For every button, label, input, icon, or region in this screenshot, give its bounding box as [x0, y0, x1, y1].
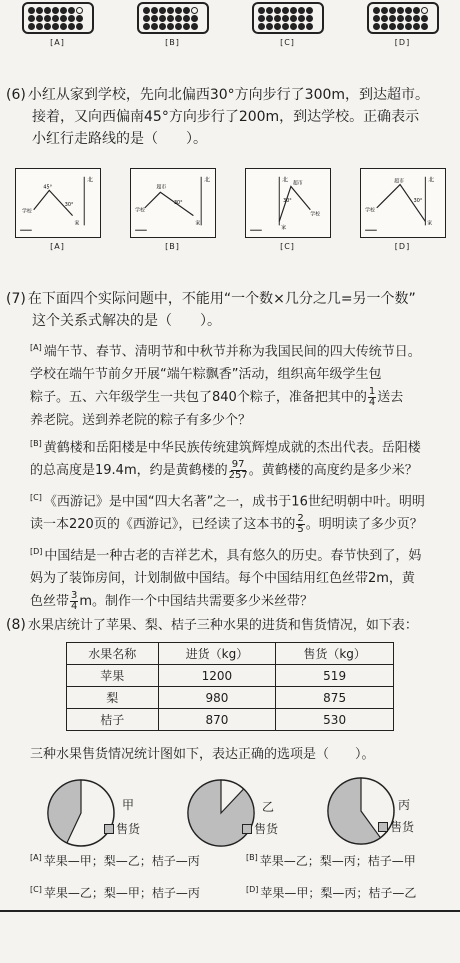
table-cell: 519: [276, 665, 394, 687]
dot: [381, 7, 388, 14]
top-option-b[interactable]: [137, 2, 209, 47]
q7-a-line3b: 送去: [377, 390, 404, 406]
pie-3-label: 丙: [398, 798, 411, 812]
dot: [60, 23, 67, 30]
dot: [28, 23, 35, 30]
pie-1-legend: 售货: [104, 820, 140, 837]
dot: [183, 7, 190, 14]
svg-text:家: 家: [74, 220, 79, 227]
dot: [389, 23, 396, 30]
q8-text-1: 水果店统计了苹果、梨、桔子三种水果的进货和售货情况，如下表：: [27, 618, 418, 633]
dot: [282, 23, 289, 30]
dot: [290, 23, 297, 30]
dot: [60, 15, 67, 22]
fruit-table: [66, 642, 394, 731]
dot: [290, 15, 297, 22]
q7-option-c[interactable]: [30, 486, 450, 536]
q8-line1: [6, 614, 454, 637]
q7-b-line2b: 。黄鹤楼的高度约是多少米？: [248, 463, 418, 479]
dot: [298, 23, 305, 30]
dot-row: [258, 15, 318, 22]
top-option-d-label: [D]: [394, 38, 411, 47]
table-cell: 870: [158, 709, 276, 731]
table-row: [67, 709, 394, 731]
q7-c-tag: [C]: [30, 493, 42, 502]
dot: [282, 15, 289, 22]
question-6: [6, 84, 454, 150]
q7-c-line2a: 读一本220页的《西游记》，已经读了这本书的: [30, 517, 296, 533]
dot: [143, 7, 150, 14]
dot-row: [28, 15, 88, 22]
q7-d-tag: [D]: [30, 547, 43, 556]
q8-option-b[interactable]: [B] 苹果—乙；梨—丙；桔子—甲: [246, 853, 416, 868]
dot: [52, 15, 59, 22]
dot-row: [373, 23, 433, 30]
q7-b-tag: [B]: [30, 439, 42, 448]
table-cell: 875: [276, 687, 394, 709]
dot: [76, 7, 83, 14]
svg-text:家: 家: [426, 220, 432, 227]
q7-a-tag: [A]: [30, 343, 42, 352]
question-8: [6, 614, 454, 637]
dot: [306, 23, 313, 30]
pie-chart-2: [184, 776, 258, 850]
q6-text-3: 小红行走路线的是（ ）。: [32, 131, 207, 147]
dot-row: [373, 7, 433, 14]
dot-row: [143, 23, 203, 30]
table-cell: 苹果: [67, 665, 159, 687]
q7-b-fraction: $\frac{97}{257}$: [228, 459, 248, 482]
dot: [258, 15, 265, 22]
q8-text-2: 三种水果售货情况统计图如下，表达正确的选项是（ ）。: [30, 747, 375, 762]
table-row: [67, 687, 394, 709]
dot: [266, 7, 273, 14]
q8-option-c[interactable]: [C] 苹果—乙；梨—甲；桔子—丙: [30, 885, 200, 900]
q7-line1: [6, 288, 454, 310]
dot: [151, 15, 158, 22]
dot: [52, 23, 59, 30]
dot: [306, 7, 313, 14]
dot-row: [143, 7, 203, 14]
q7-a-line2: 学校在端午节前夕开展“端午粽飘香”活动，组织高年级学生包: [30, 367, 382, 383]
dot-box-d: [367, 2, 439, 34]
dot-row: [28, 23, 88, 30]
pie-2-legend: 售货: [242, 820, 278, 837]
dot: [413, 15, 420, 22]
pie-1-label: 甲: [122, 798, 135, 812]
dot: [167, 23, 174, 30]
dot: [274, 15, 281, 22]
dot: [397, 15, 404, 22]
dot: [282, 7, 289, 14]
dot: [258, 7, 265, 14]
q7-d-line3a: 色丝带: [30, 594, 70, 610]
dot: [405, 23, 412, 30]
legend-swatch: [242, 824, 252, 834]
q7-d-line3b: m。制作一个中国结共需要多少米丝带？: [79, 594, 314, 610]
top-option-d[interactable]: [367, 2, 439, 47]
dot: [175, 23, 182, 30]
svg-text:30°: 30°: [282, 198, 292, 205]
dot: [389, 15, 396, 22]
legend-swatch: [378, 822, 388, 832]
dot: [397, 23, 404, 30]
svg-text:超市: 超市: [155, 184, 166, 191]
q8-number: (8): [6, 617, 26, 633]
page-bottom-divider: [0, 910, 460, 912]
table-header-cell: 水果名称: [67, 643, 159, 665]
dot: [36, 23, 43, 30]
q6-option-d-label: [D]: [394, 242, 411, 251]
dot: [44, 7, 51, 14]
top-option-c[interactable]: [252, 2, 324, 47]
dot: [381, 23, 388, 30]
legend-swatch: [104, 824, 114, 834]
svg-text:30°: 30°: [413, 198, 422, 205]
svg-text:北: 北: [427, 177, 434, 184]
q7-c-fraction: $\frac{2}{5}$: [297, 513, 304, 536]
dot: [28, 7, 35, 14]
q6-option-b-label: [B]: [165, 242, 180, 251]
q6-maps-row: [0, 168, 460, 251]
dot: [421, 7, 428, 14]
svg-text:学校: 学校: [364, 207, 375, 214]
q7-text-2: 这个关系式解决的是（ ）。: [32, 313, 221, 329]
svg-text:超市: 超市: [292, 180, 303, 187]
svg-text:北: 北: [281, 177, 288, 184]
dot: [373, 7, 380, 14]
pie-2-label: 乙: [262, 800, 275, 814]
dot: [266, 15, 273, 22]
map-a-north: 北: [86, 177, 93, 184]
dot: [298, 15, 305, 22]
q7-d-line1: 中国结是一种古老的吉祥艺术，具有悠久的历史。春节快到了，妈: [44, 548, 422, 564]
top-option-a[interactable]: [22, 2, 94, 47]
dot: [68, 15, 75, 22]
q7-d-line2: 妈为了装饰房间，计划制做中国结。每个中国结用红色丝带2m，黄: [30, 571, 415, 587]
table-cell: 530: [276, 709, 394, 731]
table-cell: 桔子: [67, 709, 159, 731]
q7-number: (7): [6, 291, 26, 307]
q7-d-fraction: $\frac{3}{4}$: [71, 590, 78, 613]
q7-option-a[interactable]: [30, 336, 450, 432]
q7-a-fraction: $\frac{1}{4}$: [368, 386, 376, 409]
dot: [397, 7, 404, 14]
dot: [36, 7, 43, 14]
table-header-row: [67, 643, 394, 665]
svg-text:学校: 学校: [21, 208, 32, 215]
svg-text:家: 家: [280, 225, 286, 232]
q6-option-a[interactable]: [15, 168, 101, 251]
top-option-c-label: [C]: [280, 38, 295, 47]
dot: [143, 23, 150, 30]
q6-option-b[interactable]: [130, 168, 216, 251]
q7-b-line2a: 的总高度是19.4m，约是黄鹤楼的: [30, 463, 228, 479]
dot: [151, 23, 158, 30]
q7-b-line1: 黄鹤楼和岳阳楼是中华民族传统建筑辉煌成就的杰出代表。岳阳楼: [43, 440, 421, 456]
dot: [298, 7, 305, 14]
q6-option-a-label: [A]: [50, 242, 65, 251]
table-cell: 980: [158, 687, 276, 709]
top-option-b-label: [B]: [165, 38, 180, 47]
dot: [373, 23, 380, 30]
q6-option-c[interactable]: [245, 168, 331, 251]
dot: [274, 23, 281, 30]
dot: [68, 23, 75, 30]
table-row: [67, 665, 394, 687]
svg-text:30°: 30°: [64, 201, 73, 208]
dot: [191, 23, 198, 30]
dot-box-b: [137, 2, 209, 34]
svg-text:超市: 超市: [393, 178, 404, 185]
q7-c-line2b: 。明明读了多少页？: [305, 517, 423, 533]
q6-option-c-label: [C]: [280, 242, 295, 251]
route-map-a: [15, 168, 101, 238]
dot-row: [28, 7, 88, 14]
svg-text:学校: 学校: [309, 211, 320, 218]
q7-c-line1: 《西游记》是中国“四大名著”之一，成书于16世纪明朝中叶。明明: [43, 494, 425, 510]
dot: [167, 15, 174, 22]
q6-option-d[interactable]: [360, 168, 446, 251]
dot: [183, 15, 190, 22]
dot: [421, 15, 428, 22]
dot: [405, 7, 412, 14]
table-header-cell: 进货（kg）: [158, 643, 276, 665]
dot-box-a: [22, 2, 94, 34]
dot-row: [258, 7, 318, 14]
q8-option-d[interactable]: [D] 苹果—甲；梨—丙；桔子—乙: [246, 885, 417, 900]
route-map-c: [245, 168, 331, 238]
dot: [413, 7, 420, 14]
dot: [191, 7, 198, 14]
svg-text:30°: 30°: [173, 199, 183, 206]
q7-text-1: 在下面四个实际问题中，不能用“一个数×几分之几=另一个数”: [27, 291, 416, 307]
dot: [167, 7, 174, 14]
dot: [389, 7, 396, 14]
dot: [381, 15, 388, 22]
q6-text-1: 小红从家到学校，先向北偏西30°方向步行了300m，到达超市。: [27, 87, 430, 103]
pie-chart-1: [44, 776, 118, 850]
dot: [151, 7, 158, 14]
dot: [373, 15, 380, 22]
dot: [159, 15, 166, 22]
dot: [76, 15, 83, 22]
top-option-a-label: [A]: [50, 38, 65, 47]
dot: [183, 23, 190, 30]
dot: [159, 23, 166, 30]
dot: [191, 15, 198, 22]
svg-text:学校: 学校: [134, 207, 145, 214]
question-7: [6, 288, 454, 332]
svg-text:北: 北: [203, 177, 210, 184]
dot-row: [258, 23, 318, 30]
dot: [143, 15, 150, 22]
dot: [28, 15, 35, 22]
dot-row: [143, 15, 203, 22]
dot: [44, 23, 51, 30]
top-options-row: [0, 2, 460, 47]
dot: [258, 23, 265, 30]
svg-text:45°: 45°: [42, 184, 52, 191]
dot: [68, 7, 75, 14]
dot: [405, 15, 412, 22]
dot: [44, 15, 51, 22]
q6-number: (6): [6, 87, 26, 103]
dot: [306, 15, 313, 22]
dot: [159, 7, 166, 14]
q7-a-line1: 端午节、春节、清明节和中秋节并称为我国民间的四大传统节日。: [43, 344, 421, 360]
q7-option-b[interactable]: [30, 432, 450, 482]
table-header-cell: 售货（kg）: [276, 643, 394, 665]
dot: [274, 7, 281, 14]
dot: [413, 23, 420, 30]
dot: [290, 7, 297, 14]
pie-chart-3: [324, 774, 398, 848]
dot: [175, 7, 182, 14]
table-cell: 1200: [158, 665, 276, 687]
table-cell: 梨: [67, 687, 159, 709]
dot: [76, 23, 83, 30]
dot: [175, 15, 182, 22]
q6-line1: [6, 84, 454, 106]
route-map-b: [130, 168, 216, 238]
dot-box-c: [252, 2, 324, 34]
svg-text:家: 家: [194, 220, 200, 227]
dot: [36, 15, 43, 22]
pie-3-legend: 售货: [378, 818, 414, 835]
dot: [60, 7, 67, 14]
dot-row: [373, 15, 433, 22]
route-map-d: [360, 168, 446, 238]
q7-a-line3a: 粽子。五、六年级学生一共包了840个粽子，准备把其中的: [30, 390, 367, 406]
dot: [52, 7, 59, 14]
q8-option-a[interactable]: [A] 苹果—甲；梨—乙；桔子—丙: [30, 853, 200, 868]
dot: [421, 23, 428, 30]
q7-option-d[interactable]: [30, 540, 450, 613]
dot: [266, 23, 273, 30]
q7-a-line4: 养老院。送到养老院的粽子有多少个？: [30, 413, 252, 429]
q6-text-2: 接着，又向西偏南45°方向步行了200m，到达学校。正确表示: [32, 109, 420, 125]
